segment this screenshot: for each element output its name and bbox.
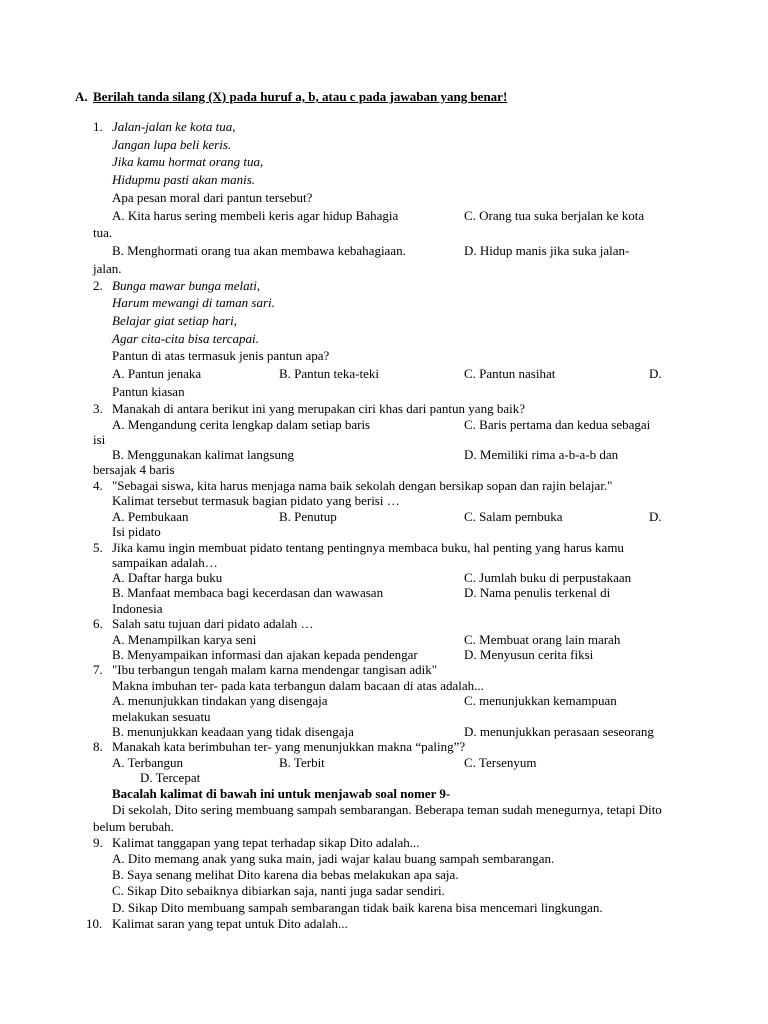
q4-option-d-letter[interactable]: D.	[649, 509, 662, 524]
q5-option-d-wrap: Indonesia	[112, 601, 163, 616]
q7-stem-cont: Makna imbuhan ter- pada kata terbangun dalam bacaan di atas adalah...	[112, 678, 484, 693]
q4-stem-cont: Kalimat tersebut termasuk bagian pidato yang berisi …	[112, 493, 400, 508]
q2-number: 2.	[93, 278, 103, 293]
q1-option-d[interactable]: D. Hidup manis jika suka jalan-	[464, 243, 630, 258]
q2-verse-line: Agar cita-cita bisa tercapai.	[112, 331, 259, 346]
q3-number: 3.	[93, 401, 103, 416]
q1-stem: Apa pesan moral dari pantun tersebut?	[112, 190, 313, 205]
q3-option-d-wrap: bersajak 4 baris	[93, 462, 175, 477]
q7-option-b[interactable]: B. menunjukkan keadaan yang tidak disengaja	[112, 724, 354, 739]
q2-option-b[interactable]: B. Pantun teka-teki	[279, 366, 380, 381]
q1-option-c[interactable]: C. Orang tua suka berjalan ke kota	[464, 208, 645, 223]
q8-stem: Manakah kata berimbuhan ter- yang menunjukkan makna “paling”?	[112, 739, 466, 754]
q2-option-c[interactable]: C. Pantun nasihat	[464, 366, 556, 381]
q6-number: 6.	[93, 616, 103, 631]
q7-option-c-wrap: melakukan sesuatu	[112, 709, 211, 724]
q3-option-c-wrap: isi	[93, 432, 106, 447]
q2-verse-line: Harum mewangi di taman sari.	[112, 295, 275, 310]
q5-number: 5.	[93, 540, 103, 555]
q3-option-d[interactable]: D. Memiliki rima a-b-a-b dan	[464, 447, 619, 462]
q6-stem: Salah satu tujuan dari pidato adalah …	[112, 616, 314, 631]
q10-stem: Kalimat saran yang tepat untuk Dito adalah...	[112, 916, 348, 931]
q8-option-b[interactable]: B. Terbit	[279, 755, 325, 770]
q2-option-a[interactable]: A. Pantun jenaka	[112, 366, 202, 381]
q5-option-a[interactable]: A. Daftar harga buku	[112, 570, 223, 585]
q2-verse-line: Bunga mawar bunga melati,	[112, 278, 261, 293]
q4-option-b[interactable]: B. Penutup	[279, 509, 337, 524]
q9-number: 9.	[93, 835, 103, 850]
q9-stem: Kalimat tanggapan yang tepat terhadap sikap Dito adalah...	[112, 835, 420, 850]
passage-line: Di sekolah, Dito sering membuang sampah sembarangan. Beberapa teman sudah menegurnya, tetapi Dito	[112, 802, 662, 817]
passage-line: belum berubah.	[93, 819, 174, 834]
q1-verse-line: Jalan-jalan ke kota tua,	[112, 119, 236, 134]
q8-option-c[interactable]: C. Tersenyum	[464, 755, 537, 770]
q7-option-d[interactable]: D. menunjukkan perasaan seseorang	[464, 724, 654, 739]
q4-stem: "Sebagai siswa, kita harus menjaga nama baik sekolah dengan bersikap sopan dan rajin belajar."	[112, 478, 613, 493]
q2-option-d-text: Pantun kiasan	[112, 384, 185, 399]
q4-option-a[interactable]: A. Pembukaan	[112, 509, 189, 524]
q2-verse-line: Belajar giat setiap hari,	[112, 313, 237, 328]
q1-verse-line: Jangan lupa beli keris.	[112, 137, 232, 152]
section-instruction: Berilah tanda silang (X) pada huruf a, b, atau c pada jawaban yang benar!	[93, 89, 508, 104]
q3-option-a[interactable]: A. Mengandung cerita lengkap dalam setiap baris	[112, 417, 371, 432]
q1-option-b[interactable]: B. Menghormati orang tua akan membawa kebahagiaan.	[112, 243, 406, 258]
q1-option-a[interactable]: A. Kita harus sering membeli keris agar hidup Bahagia	[112, 208, 399, 223]
q6-option-a[interactable]: A. Menampilkan karya seni	[112, 632, 257, 647]
q1-option-d-wrap: jalan.	[93, 261, 122, 276]
q9-option-d[interactable]: D. Sikap Dito membuang sampah sembarangan tidak baik karena bisa mencemari lingkungan.	[112, 900, 603, 915]
q8-option-d[interactable]: D. Tercepat	[140, 770, 201, 785]
q6-option-b[interactable]: B. Menyampaikan informasi dan ajakan kepada pendengar	[112, 647, 418, 662]
q7-number: 7.	[93, 662, 103, 677]
q4-option-d-text: Isi pidato	[112, 524, 161, 539]
q3-stem: Manakah di antara berikut ini yang merupakan ciri khas dari pantun yang baik?	[112, 401, 525, 416]
q7-stem: "Ibu terbangun tengah malam karna mendengar tangisan adik"	[112, 662, 438, 677]
q7-option-c[interactable]: C. menunjukkan kemampuan	[464, 693, 617, 708]
section-letter: A.	[75, 89, 88, 104]
q9-option-c[interactable]: C. Sikap Dito sebaiknya dibiarkan saja, nanti juga sadar sendiri.	[112, 883, 445, 898]
q6-option-d[interactable]: D. Menyusun cerita fiksi	[464, 647, 594, 662]
q10-number: 10.	[86, 916, 103, 931]
q6-option-c[interactable]: C. Membuat orang lain marah	[464, 632, 621, 647]
q5-option-c[interactable]: C. Jumlah buku di perpustakaan	[464, 570, 632, 585]
q5-option-b[interactable]: B. Manfaat membaca bagi kecerdasan dan wawasan	[112, 585, 384, 600]
q5-option-d[interactable]: D. Nama penulis terkenal di	[464, 585, 611, 600]
q9-option-a[interactable]: A. Dito memang anak yang suka main, jadi wajar kalau buang sampah sembarangan.	[112, 851, 555, 866]
q5-stem: Jika kamu ingin membuat pidato tentang pentingnya membaca buku, hal penting yang harus kamu	[112, 540, 624, 555]
q4-option-c[interactable]: C. Salam pembuka	[464, 509, 563, 524]
q1-option-c-wrap: tua.	[93, 225, 113, 240]
q3-option-c[interactable]: C. Baris pertama dan kedua sebagai	[464, 417, 651, 432]
q4-number: 4.	[93, 478, 103, 493]
q1-verse-line: Jika kamu hormat orang tua,	[112, 154, 264, 169]
q8-number: 8.	[93, 739, 103, 754]
q9-option-b[interactable]: B. Saya senang melihat Dito karena dia bebas melakukan apa saja.	[112, 867, 459, 882]
q8-option-a[interactable]: A. Terbangun	[112, 755, 184, 770]
q2-option-d-letter[interactable]: D.	[649, 366, 662, 381]
passage-heading: Bacalah kalimat di bawah ini untuk menjawab soal nomer 9-	[112, 786, 451, 801]
q3-option-b[interactable]: B. Menggunakan kalimat langsung	[112, 447, 294, 462]
q1-verse-line: Hidupmu pasti akan manis.	[112, 172, 255, 187]
q2-stem: Pantun di atas termasuk jenis pantun apa?	[112, 348, 330, 363]
q1-number: 1.	[93, 119, 103, 134]
q7-option-a[interactable]: A. menunjukkan tindakan yang disengaja	[112, 693, 328, 708]
q5-stem-cont: sampaikan adalah…	[112, 555, 218, 570]
